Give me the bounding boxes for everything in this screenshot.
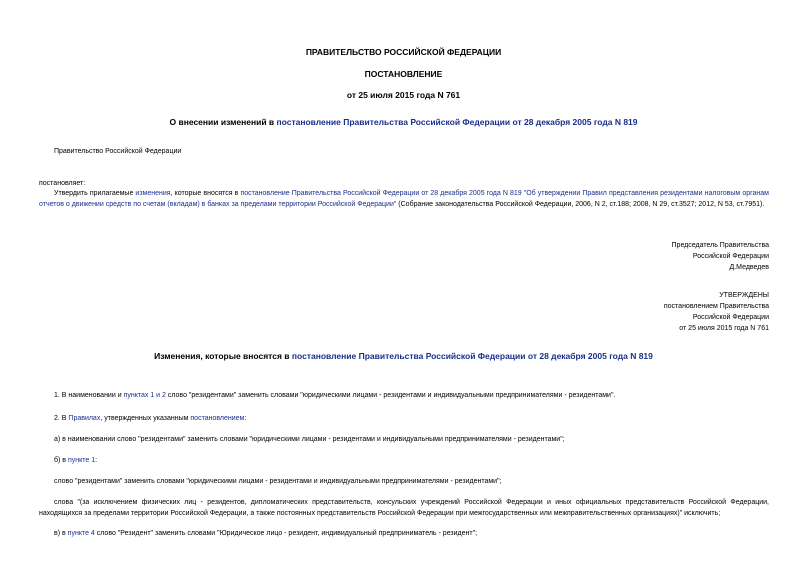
document-type: ПОСТАНОВЛЕНИЕ <box>364 69 443 79</box>
items-1-2-link[interactable]: пунктах 1 и 2 <box>123 392 166 399</box>
item-text: в) в <box>54 530 68 537</box>
item-2 <box>54 413 246 424</box>
signature-position: Председатель Правительства <box>671 242 769 249</box>
item-text: б) в <box>54 457 68 464</box>
item-text: 1. В наименовании и <box>54 392 124 399</box>
government-heading: ПРАВИТЕЛЬСТВО РОССИЙСКОЙ ФЕДЕРАЦИИ <box>305 47 502 57</box>
preamble-text: Утвердить прилагаемые <box>54 190 136 197</box>
document-title <box>0 117 807 127</box>
item-text: : <box>244 415 247 422</box>
signature-name: Д.Медведев <box>729 264 769 271</box>
title-prefix: О внесении изменений в <box>169 117 277 127</box>
preamble-paragraph <box>39 188 769 210</box>
paragraph-4-link[interactable]: пункте 4 <box>67 530 95 537</box>
item-text: 2. В <box>54 415 69 422</box>
signature-position: Российской Федерации <box>692 253 769 260</box>
item-1 <box>54 390 769 401</box>
title-link[interactable]: постановление Правительства Российской Федерации от 28 декабря 2005 года N 819 <box>276 117 638 127</box>
approved-line: УТВЕРЖДЕНЫ <box>719 292 769 299</box>
preamble-text: , которые вносятся в <box>170 190 241 197</box>
item-text: слово "резидентами" заменить словами "юридическими лицами - резидентами и индивидуальными предпринимателями - резидентами". <box>165 392 616 399</box>
approved-line: от 25 июля 2015 года N 761 <box>679 325 769 332</box>
approved-block <box>664 290 769 334</box>
rules-link[interactable]: Правилах <box>68 415 101 422</box>
approved-line: постановлением Правительства <box>663 303 769 310</box>
changes-link[interactable]: изменения <box>135 190 171 197</box>
resolution-link[interactable]: постановлением <box>190 415 245 422</box>
resolves: постановляет: <box>39 180 86 187</box>
signature-block <box>672 240 769 273</box>
item-a: а) в наименовании слово "резидентами" заменить словами "юридическими лицами - резидентами и индивидуальными предпринимателями - резидентами"; <box>54 436 565 443</box>
resolution-819-link[interactable]: постановление Правительства Российской Федерации от 28 декабря 2005 года N 819 "Об утверждении Правил представления резидентами налоговым органам отчетов о движении средств по счетам (вкладам) в банках за пределами территории Российской Федерации" <box>39 190 769 208</box>
approved-line: Российской Федерации <box>692 314 769 321</box>
item-b <box>54 455 97 466</box>
item-text: : <box>95 457 98 464</box>
changes-title-link[interactable]: постановление Правительства Российской Федерации от 28 декабря 2005 года N 819 <box>291 351 653 361</box>
item-text: , утвержденных указанным <box>100 415 191 422</box>
changes-title <box>0 351 807 361</box>
item-text: слово "Резидент" заменить словами "Юридическое лицо - резидент, индивидуальный предприниматель - резидент"; <box>94 530 478 537</box>
document-date-number: от 25 июля 2015 года N 761 <box>346 90 461 100</box>
preamble-text: (Собрание законодательства Российской Федерации, 2006, N 2, ст.188; 2008, N 29, ст.3527; 2012, N 53, ст.7951). <box>396 201 765 208</box>
changes-title-prefix: Изменения, которые вносятся в <box>154 351 292 361</box>
item-v <box>54 528 769 539</box>
issuer: Правительство Российской Федерации <box>54 148 182 155</box>
item-b-1: слово "резидентами" заменить словами "юридическими лицами - резидентами и индивидуальными предпринимателями - резидентами"; <box>54 478 502 485</box>
item-b-2: слова "(за исключением физических лиц - резидентов, дипломатических представительств, консульских учреждений Российской Федерации и иных официальных представительств Российской Федерации, находящихся за пределами территории Российской Федерации, а также постоянных представительств Российской Федерации при межгосударственных или межправительственных организациях)" исключить; <box>39 499 769 517</box>
paragraph-1-link[interactable]: пункте 1 <box>67 457 96 464</box>
